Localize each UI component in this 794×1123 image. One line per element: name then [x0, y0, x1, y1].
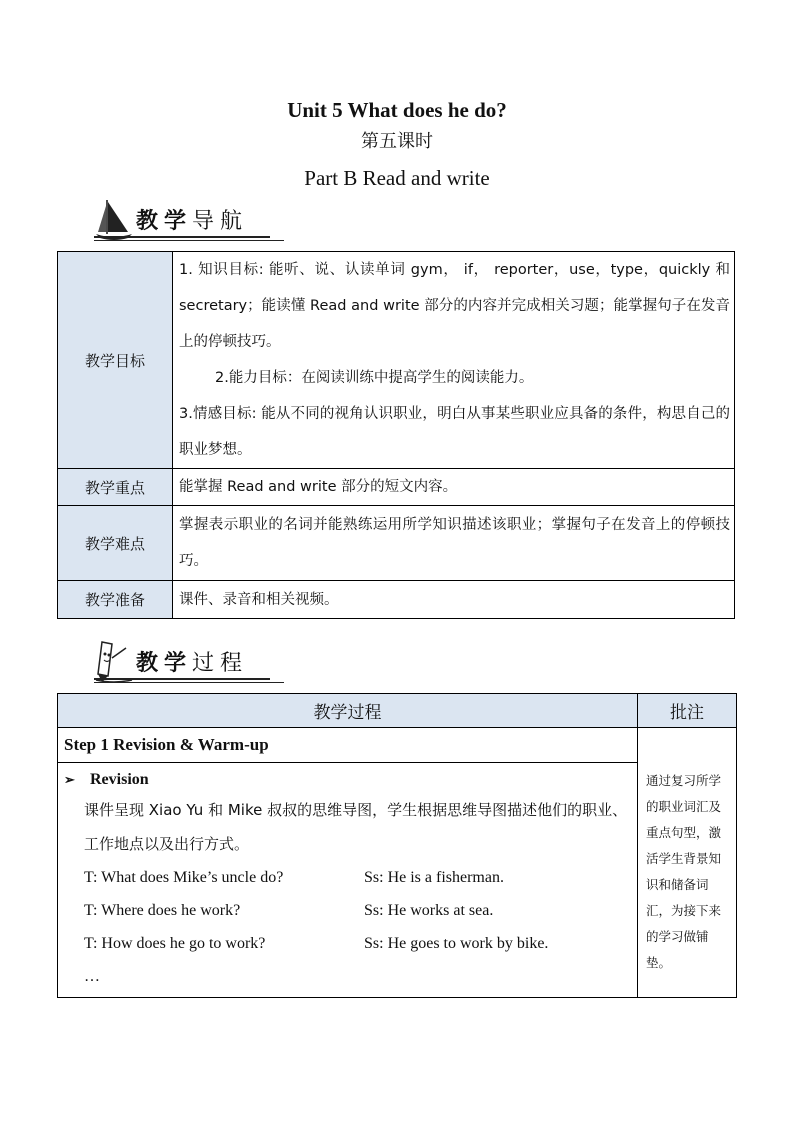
- page-title: Unit 5 What does he do?: [287, 98, 507, 122]
- section-banner-process: [94, 640, 284, 686]
- table-row: [58, 506, 735, 581]
- student-answer: Ss: He goes to work by bike.: [364, 935, 549, 952]
- row-content: [173, 252, 735, 469]
- process-table: [57, 693, 737, 998]
- ellipsis: …: [84, 968, 100, 985]
- annotation-note: 通过复习所学的职业词汇及重点句型，激活学生背景知识和储备词汇，为接下来的学习做铺垫。: [638, 728, 737, 998]
- banner-normal-text: 导航: [192, 209, 249, 234]
- step-body: [58, 763, 638, 998]
- section-banner-navigation: [94, 198, 284, 244]
- part-subtitle: Part B Read and write: [304, 166, 490, 190]
- row-label: 教学准备: [58, 581, 173, 619]
- student-answer: Ss: He works at sea.: [364, 902, 494, 919]
- banner-bold-text: 教学: [136, 651, 193, 676]
- objective-line: 2.能力目标：在阅读训练中提高学生的阅读能力。: [215, 370, 534, 386]
- revision-label: Revision: [90, 771, 149, 788]
- table-row: [58, 252, 735, 469]
- row-content: 课件、录音和相关视频。: [179, 591, 339, 608]
- row-content: 能掌握 Read and write 部分的短文内容。: [179, 479, 458, 495]
- column-header-notes: 批注: [638, 694, 737, 728]
- banner-bold-text: 教学: [136, 209, 193, 234]
- dialogue-line: [64, 861, 631, 894]
- banner-underline: [94, 236, 270, 238]
- banner-underline-thin: [94, 240, 284, 241]
- table-row: [58, 581, 735, 619]
- table-row: [58, 469, 735, 506]
- row-label: 教学目标: [58, 252, 173, 469]
- banner-underline-thin: [94, 682, 284, 683]
- dialogue-line: [64, 927, 631, 960]
- banner-normal-text: 过程: [192, 651, 249, 676]
- dialogue-line: [64, 894, 631, 927]
- student-answer: Ss: He is a fisherman.: [364, 869, 504, 886]
- row-label: 教学难点: [58, 506, 173, 581]
- objective-line: 3.情感目标: 能从不同的视角认识职业，明白从事某些职业应具备的条件，构思自己的职业梦想。: [179, 406, 730, 458]
- column-header-process: 教学过程: [58, 694, 638, 728]
- teacher-question: T: How does he go to work?: [84, 935, 266, 952]
- table-header-row: [58, 694, 737, 728]
- revision-intro: 课件呈现 Xiao Yu 和 Mike 叔叔的思维导图，学生根据思维导图描述他们的职业、工作地点以及出行方式。: [84, 801, 628, 853]
- teacher-question: T: What does Mike’s uncle do?: [84, 869, 284, 886]
- banner-underline: [94, 678, 270, 680]
- objectives-table: [57, 251, 735, 619]
- step-heading: Step 1 Revision & Warm-up: [58, 728, 638, 763]
- row-content: 掌握表示职业的名词并能熟练运用所学知识描述该职业；掌握句子在发音上的停顿技巧。: [179, 517, 730, 569]
- lesson-subtitle: 第五课时: [361, 131, 433, 152]
- page-header: [0, 96, 794, 196]
- table-row: [58, 728, 737, 763]
- revision-heading: [64, 767, 631, 793]
- row-label: 教学重点: [58, 469, 173, 506]
- arrow-bullet-icon: ➢: [64, 772, 75, 787]
- table-row: [58, 763, 737, 998]
- teacher-question: T: Where does he work?: [84, 902, 241, 919]
- objective-line: 1. 知识目标: 能听、说、认读单词 gym， if， reporter，use，type，quickly 和 secretary；能读懂 Read and write 部分的内容并完成相关习题；能掌握句子在发音上的停顿技巧。: [179, 262, 730, 350]
